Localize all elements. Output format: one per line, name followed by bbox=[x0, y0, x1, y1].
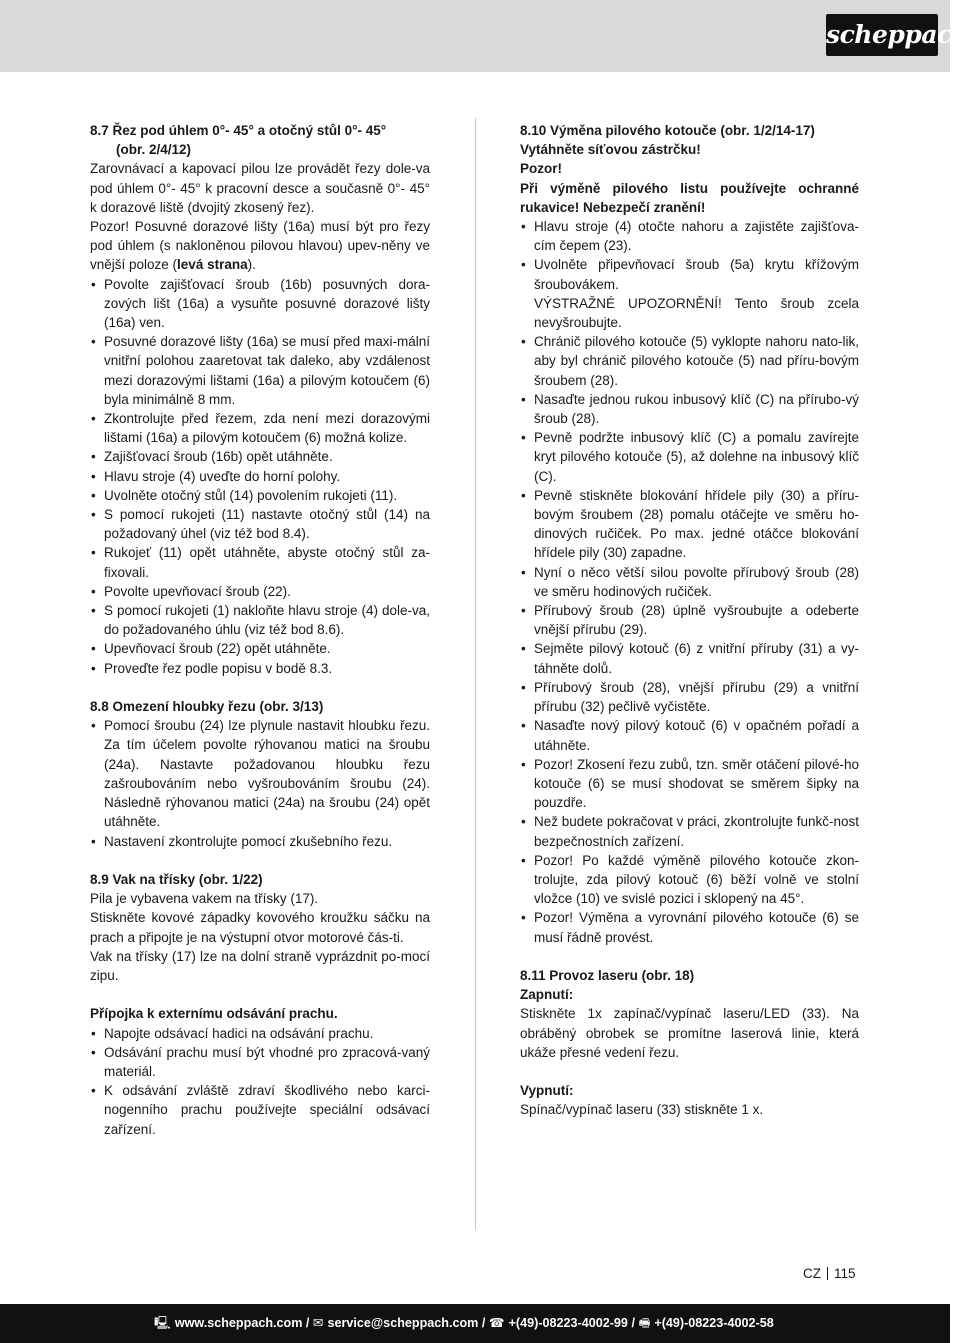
caution-text-c: ). bbox=[247, 257, 256, 273]
list-item: • Upevňovací šroub (22) opět utáhněte. bbox=[90, 639, 430, 658]
section-8-7-intro: Zarovnávací a kapovací pilou lze provádět řezy dole-va pod úhlem 0°- 45° k pracovní desce a současně 0°- 45° k dorazové liště (dvojitý zkosený řez). bbox=[90, 161, 430, 215]
switch-on-text: Stiskněte 1x zapínač/vypínač laseru/LED (33). Na obráběný obrobek se promítne laserová linie, která ukáže přesné vedení řezu. bbox=[520, 1006, 859, 1060]
switch-off-label: Vypnutí: bbox=[520, 1083, 574, 1099]
list-item: • Zajišťovací šroub (16b) opět utáhněte. bbox=[90, 447, 430, 466]
section-8-7-title-figref: (obr. 2/4/12) bbox=[116, 142, 192, 158]
list-item bbox=[520, 255, 859, 332]
external-extraction-heading: Přípojka k externímu odsávání prachu. bbox=[90, 1006, 338, 1022]
list-item: • Pozor! Zkosení řezu zubů, tzn. směr otáčení pilové-ho kotouče (6) se musí shodovat se směrem šipky na pouzdře. bbox=[520, 755, 859, 813]
caution-label: Pozor! bbox=[520, 161, 562, 177]
external-extraction-list bbox=[90, 1024, 430, 1139]
list-item: • Pevně stiskněte blokování hřídele pily (30) a příru-bovým šroubem (28) pomalu otáčejte ve směru ho-dinových ručiček. Po max. jedné otáčce blokování hřídele pily (30) zapadne. bbox=[520, 486, 859, 563]
section-8-9-heading: 8.9 Vak na třísky (obr. 1/22) bbox=[90, 871, 263, 887]
column-divider bbox=[475, 118, 476, 1230]
footer-separator: / bbox=[478, 1316, 489, 1330]
phone-icon: ☎ bbox=[488, 1316, 505, 1330]
footer-separator: / bbox=[627, 1316, 639, 1330]
switch-off-text: Spínač/vypínač laseru (33) stiskněte 1 x. bbox=[520, 1102, 764, 1118]
list-item: • Sejměte pilový kotouč (6) z vnitřní příruby (31) a vy-táhněte dolů. bbox=[520, 639, 859, 677]
section-8-9-text-1: Pila je vybavena vakem na třísky (17). bbox=[90, 891, 319, 907]
list-item: • Pevně podržte inbusový klíč (C) a pomalu zavírejte kryt pilového kotouče (5), až dolehne na inbusový klíč (C). bbox=[520, 428, 859, 486]
gloves-warning: Při výměně pilového listu používejte ochranné rukavice! Nebezpečí zranění! bbox=[520, 180, 859, 215]
section-8-7-caution bbox=[90, 217, 430, 275]
right-column bbox=[520, 121, 859, 1120]
list-item: • Pozor! Výměna a vyrovnání pilového kotouče (6) se musí řádně provést. bbox=[520, 908, 859, 946]
list-item: • Nyní o něco větší silou povolte přírubový šroub (28) ve směru hodinových ručiček. bbox=[520, 563, 859, 601]
caution-text-a: Pozor! Posuvné dorazové lišty (16a) musí být pro řezy pod úhlem (s nakloněnou pilovou hlavou) upev-něny ve vnější poloze ( bbox=[90, 219, 430, 273]
list-item: • Hlavu stroje (4) uveďte do horní polohy. bbox=[90, 467, 430, 486]
list-item: • K odsávání zvláště zdraví škodlivého nebo karci-nogenního prachu používejte speciální odsávací zařízení. bbox=[90, 1081, 430, 1139]
list-item: • Pomocí šroubu (24) lze plynule nastavit hloubku řezu. Za tím účelem povolte rýhovanou matici na šroubu (24a). Nastavte požadovanou hloubku řezu zašroubováním nebo vyšroubováním šroubu (24). Následně rýhovanou matici (24a) na šroubu (24) opět utáhněte. bbox=[90, 716, 430, 831]
list-item: • Přírubový šroub (28), vnější přírubu (29) a vnitřní přírubu (32) pečlivě vyčistěte. bbox=[520, 678, 859, 716]
section-8-10-list bbox=[520, 217, 859, 947]
monitor-icon: 🖳 bbox=[154, 1316, 171, 1330]
section-8-8-heading: 8.8 Omezení hloubky řezu (obr. 3/13) bbox=[90, 699, 324, 715]
list-item-text: Uvolněte připevňovací šroub (5a) krytu křížovým šroubovákem. bbox=[534, 257, 859, 292]
section-8-9-text-2: Stiskněte kovové západky kovového kroužku sáčku na prach a připojte je na výstupní otvor motorové čás-ti. bbox=[90, 910, 430, 945]
scheppach-logo: scheppach bbox=[826, 14, 938, 56]
page-number-value: 115 bbox=[834, 1266, 856, 1281]
page-number bbox=[803, 1266, 856, 1282]
section-8-10-heading: 8.10 Výměna pilového kotouče (obr. 1/2/14-17) bbox=[520, 123, 815, 138]
section-8-11-heading: 8.11 Provoz laseru (obr. 18) bbox=[520, 967, 695, 983]
footer-contact bbox=[154, 1304, 774, 1343]
list-item: • Posuvné dorazové lišty (16a) se musí před maxi-mální vnitřní polohou zaaretovat tak daleko, aby vzdálenost mezi dorazovými lištami (16a) a pilovým kotoučem (6) byla minimálně 8 mm. bbox=[90, 332, 430, 409]
list-item: • Proveďte řez podle popisu v bodě 8.3. bbox=[90, 659, 430, 678]
list-item: • Zkontrolujte před řezem, zda není mezi dorazovými lištami (16a) a pilovým kotoučem (6) možná kolize. bbox=[90, 409, 430, 447]
list-item: • Hlavu stroje (4) otočte nahoru a zajistěte zajišťova-cím čepem (23). bbox=[520, 217, 859, 255]
list-item: • Uvolněte otočný stůl (14) povolením rukojeti (11). bbox=[90, 486, 430, 505]
email-link[interactable]: service@scheppach.com bbox=[327, 1316, 479, 1330]
section-8-8-list bbox=[90, 716, 430, 850]
list-item: • Povolte upevňovací šroub (22). bbox=[90, 582, 430, 601]
page-header bbox=[0, 0, 969, 72]
section-8-7-list bbox=[90, 275, 430, 678]
caution-text-bold: levá strana bbox=[177, 257, 248, 273]
list-item: • Rukojeť (11) opět utáhněte, abyste otočný stůl za-fixovali. bbox=[90, 543, 430, 581]
list-item: • Chránič pilového kotouče (5) vyklopte nahoru nato-lik, aby byl chránič pilového kotouče (5) nad příru-bovým šroubem (28). bbox=[520, 332, 859, 390]
list-item: • Napojte odsávací hadici na odsávání prachu. bbox=[90, 1024, 430, 1043]
page-footer bbox=[0, 1304, 950, 1343]
switch-on-label: Zapnutí: bbox=[520, 987, 574, 1003]
section-8-7-heading bbox=[90, 121, 430, 159]
list-item: • Nasaďte nový pilový kotouč (6) v opačném pořadí a utáhněte. bbox=[520, 716, 859, 754]
list-item: • Nasaďte jednou rukou inbusový klíč (C) na přírubo-vý šroub (28). bbox=[520, 390, 859, 428]
fax-number: +(49)-08223-4002-58 bbox=[654, 1316, 774, 1330]
list-item: • Než budete pokračovat v práci, zkontrolujte funkč-nost bezpečnostních zařízení. bbox=[520, 812, 859, 850]
language-code: CZ bbox=[803, 1266, 821, 1281]
phone-number: +(49)-08223-4002-99 bbox=[508, 1316, 628, 1330]
left-column bbox=[90, 121, 430, 1139]
list-item: • Nastavení zkontrolujte pomocí zkušebního řezu. bbox=[90, 832, 430, 851]
envelope-icon: ✉ bbox=[312, 1316, 324, 1330]
website-link[interactable]: www.scheppach.com bbox=[174, 1316, 303, 1330]
section-8-7-title: 8.7 Řez pod úhlem 0°- 45° a otočný stůl 0°- 45° bbox=[90, 123, 387, 138]
list-item: • S pomocí rukojeti (1) nakloňte hlavu stroje (4) dole-va, do požadovaného úhlu (viz též bod 8.6). bbox=[90, 601, 430, 639]
list-item: • S pomocí rukojeti (11) nastavte otočný stůl (14) na požadovaný úhel (viz též bod 8.4). bbox=[90, 505, 430, 543]
section-8-9-text-3: Vak na třísky (17) lze na dolní straně vyprázdnit po-mocí zipu. bbox=[90, 948, 430, 983]
list-item: • Pozor! Po každé výměně pilového kotouče zkon-trolujte, zda pilový kotouč (6) běží volně ve stolní vložce (10) ve svislé pozici i sklopený na 45°. bbox=[520, 851, 859, 909]
unplug-warning: Vytáhněte síťovou zástrčku! bbox=[520, 142, 701, 158]
list-item-warning-note: VÝSTRAŽNÉ UPOZORNĚNÍ! Tento šroub zcela nevyšroubujte. bbox=[534, 295, 859, 331]
list-item: • Povolte zajišťovací šroub (16b) posuvných dora-zových lišt (16a) a vysuňte posuvné dorazové lišty (16a) ven. bbox=[90, 275, 430, 333]
footer-separator: / bbox=[302, 1316, 313, 1330]
fax-icon: 🖷 bbox=[638, 1316, 651, 1330]
list-item: • Odsávání prachu musí být vhodné pro zpracová-vaný materiál. bbox=[90, 1043, 430, 1081]
list-item: • Přírubový šroub (28) úplně vyšroubujte a odeberte vnější přírubu (29). bbox=[520, 601, 859, 639]
